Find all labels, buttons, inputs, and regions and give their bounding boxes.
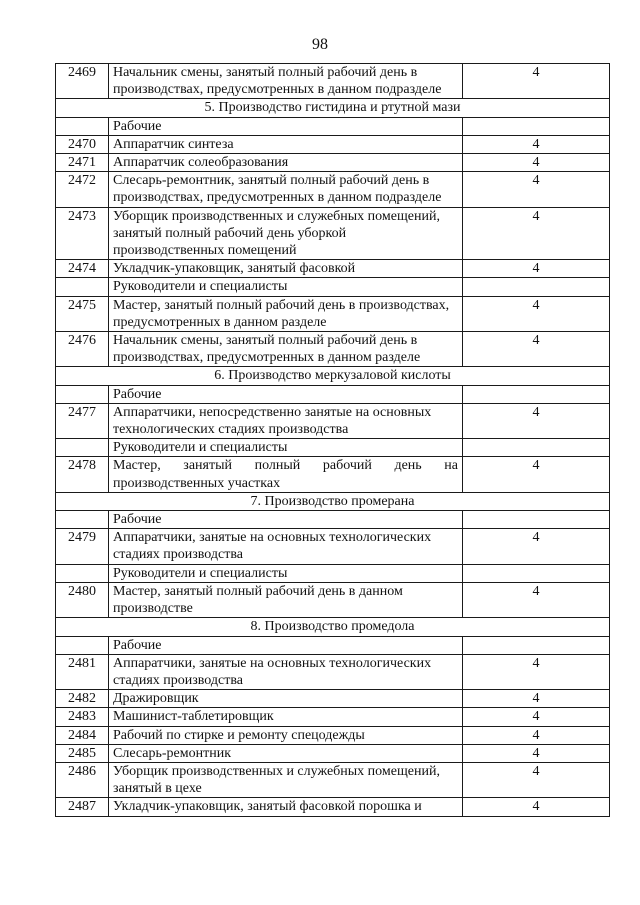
row-number: 2470: [56, 135, 109, 153]
table-row: [56, 64, 610, 99]
empty-num-cell: [56, 564, 109, 582]
row-number: 2487: [56, 798, 109, 816]
profession-name: Мастер, занятый полный рабочий день на производственных участках: [109, 457, 463, 492]
profession-name: Рабочий по стирке и ремонту спецодежды: [109, 726, 463, 744]
group-label: Рабочие: [109, 511, 463, 529]
row-number: 2476: [56, 332, 109, 367]
table-row: [56, 529, 610, 564]
row-value: 4: [463, 762, 610, 797]
row-value: 4: [463, 207, 610, 260]
profession-name: Укладчик-упаковщик, занятый фасовкой: [109, 260, 463, 278]
row-number: 2472: [56, 172, 109, 207]
profession-name: Дражировщик: [109, 690, 463, 708]
section-header-row: [56, 99, 610, 117]
row-value: 4: [463, 154, 610, 172]
profession-name: Слесарь-ремонтник: [109, 744, 463, 762]
row-value: 4: [463, 172, 610, 207]
row-value: 4: [463, 529, 610, 564]
table-row: [56, 457, 610, 492]
empty-num-cell: [56, 439, 109, 457]
table-row: [56, 726, 610, 744]
group-label: Руководители и специалисты: [109, 278, 463, 296]
table-row: [56, 154, 610, 172]
section-title: 8. Производство промедола: [56, 618, 610, 636]
row-value: 4: [463, 708, 610, 726]
row-value: 4: [463, 403, 610, 438]
table-row: [56, 582, 610, 617]
section-header-row: [56, 492, 610, 510]
profession-name: Мастер, занятый полный рабочий день в производствах, предусмотренных в данном разделе: [109, 296, 463, 331]
row-number: 2478: [56, 457, 109, 492]
profession-name: Машинист-таблетировщик: [109, 708, 463, 726]
row-number: 2475: [56, 296, 109, 331]
row-number: 2484: [56, 726, 109, 744]
row-value: 4: [463, 64, 610, 99]
row-value: 4: [463, 726, 610, 744]
row-number: 2480: [56, 582, 109, 617]
profession-name: Аппаратчики, непосредственно занятые на основных технологических стадиях производства: [109, 403, 463, 438]
page-number: 98: [312, 36, 328, 53]
row-value: 4: [463, 690, 610, 708]
profession-name: Слесарь-ремонтник, занятый полный рабочий день в производствах, предусмотренных в данном подразделе: [109, 172, 463, 207]
group-header-row: [56, 385, 610, 403]
profession-name: Начальник смены, занятый полный рабочий день в производствах, предусмотренных в данном подразделе: [109, 64, 463, 99]
group-label: Рабочие: [109, 117, 463, 135]
group-header-row: [56, 564, 610, 582]
row-number: 2474: [56, 260, 109, 278]
table-row: [56, 332, 610, 367]
row-number: 2483: [56, 708, 109, 726]
group-label: Руководители и специалисты: [109, 564, 463, 582]
empty-num-cell: [56, 385, 109, 403]
row-number: 2482: [56, 690, 109, 708]
table-row: [56, 403, 610, 438]
row-value: 4: [463, 332, 610, 367]
row-number: 2485: [56, 744, 109, 762]
group-label: Рабочие: [109, 385, 463, 403]
group-label: Рабочие: [109, 636, 463, 654]
group-header-row: [56, 511, 610, 529]
profession-name: Аппаратчик синтеза: [109, 135, 463, 153]
table-row: [56, 744, 610, 762]
table-row: [56, 172, 610, 207]
table-body: [56, 64, 610, 817]
empty-num-cell: [56, 278, 109, 296]
empty-num-cell: [56, 636, 109, 654]
table-row: [56, 708, 610, 726]
row-number: 2477: [56, 403, 109, 438]
profession-name: Мастер, занятый полный рабочий день в данном производстве: [109, 582, 463, 617]
profession-name: Аппаратчик солеобразования: [109, 154, 463, 172]
section-header-row: [56, 367, 610, 385]
table-row: [56, 296, 610, 331]
row-value: 4: [463, 135, 610, 153]
row-number: 2473: [56, 207, 109, 260]
empty-value-cell: [463, 278, 610, 296]
row-number: 2469: [56, 64, 109, 99]
group-header-row: [56, 636, 610, 654]
profession-name: Аппаратчики, занятые на основных технологических стадиях производства: [109, 654, 463, 689]
empty-value-cell: [463, 385, 610, 403]
table-row: [56, 690, 610, 708]
table-row: [56, 260, 610, 278]
row-value: 4: [463, 654, 610, 689]
row-value: 4: [463, 744, 610, 762]
row-value: 4: [463, 457, 610, 492]
group-header-row: [56, 439, 610, 457]
row-number: 2479: [56, 529, 109, 564]
group-header-row: [56, 278, 610, 296]
row-value: 4: [463, 260, 610, 278]
empty-value-cell: [463, 439, 610, 457]
empty-num-cell: [56, 511, 109, 529]
row-number: 2471: [56, 154, 109, 172]
row-value: 4: [463, 296, 610, 331]
table-row: [56, 135, 610, 153]
profession-name: Уборщик производственных и служебных помещений, занятый полный рабочий день уборкой производственных помещений: [109, 207, 463, 260]
row-number: 2486: [56, 762, 109, 797]
row-value: 4: [463, 798, 610, 816]
empty-value-cell: [463, 117, 610, 135]
profession-name: Начальник смены, занятый полный рабочий день в производствах, предусмотренных в данном разделе: [109, 332, 463, 367]
group-header-row: [56, 117, 610, 135]
profession-name: Аппаратчики, занятые на основных технологических стадиях производства: [109, 529, 463, 564]
section-title: 6. Производство меркузаловой кислоты: [56, 367, 610, 385]
profession-table: [55, 63, 610, 817]
row-number: 2481: [56, 654, 109, 689]
section-title: 5. Производство гистидина и ртутной мази: [56, 99, 610, 117]
table-row: [56, 207, 610, 260]
empty-num-cell: [56, 117, 109, 135]
row-value: 4: [463, 582, 610, 617]
empty-value-cell: [463, 564, 610, 582]
empty-value-cell: [463, 636, 610, 654]
section-header-row: [56, 618, 610, 636]
empty-value-cell: [463, 511, 610, 529]
table-row: [56, 654, 610, 689]
profession-name: Укладчик-упаковщик, занятый фасовкой порошка и: [109, 798, 463, 816]
table-row: [56, 762, 610, 797]
section-title: 7. Производство промерана: [56, 492, 610, 510]
group-label: Руководители и специалисты: [109, 439, 463, 457]
table-row: [56, 798, 610, 816]
profession-name: Уборщик производственных и служебных помещений, занятый в цехе: [109, 762, 463, 797]
